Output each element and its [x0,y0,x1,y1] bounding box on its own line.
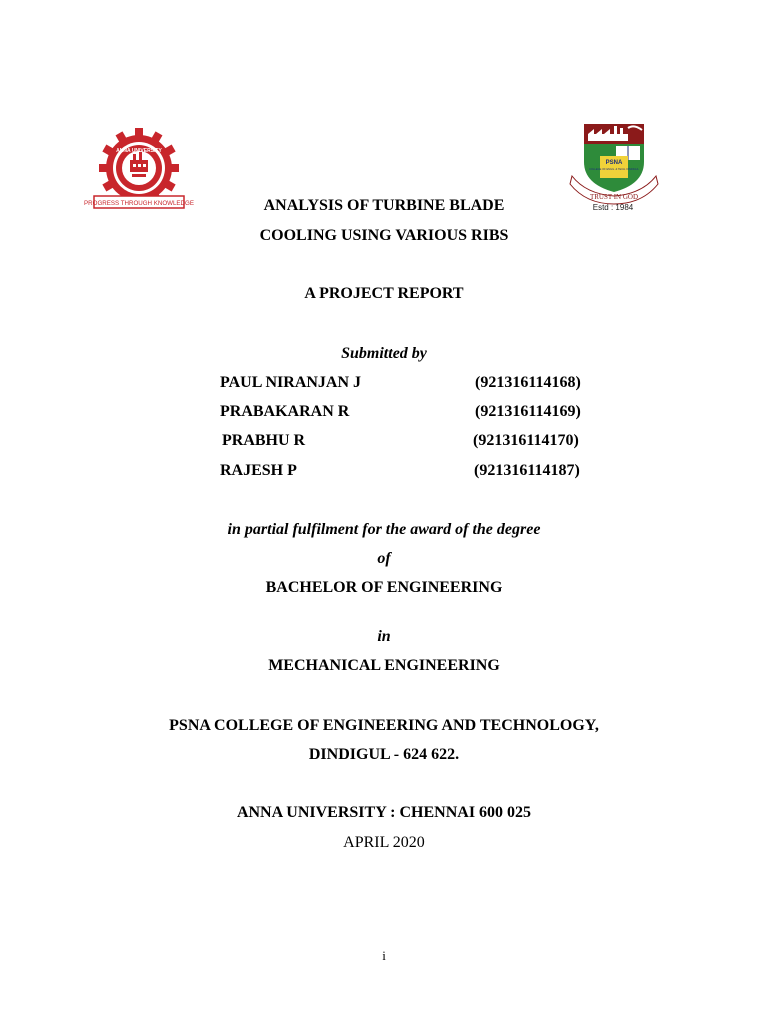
student-reg-1: (921316114168) [475,374,581,391]
college-city: DINDIGUL - 624 622. [308,746,460,763]
student-name-1: PAUL NIRANJAN J [220,374,362,391]
anna-logo-motto: PROGRESS THROUGH KNOWLEDGE [84,200,194,207]
degree-name: BACHELOR OF ENGINEERING [265,579,503,596]
degree-of: of [377,550,391,567]
degree-branch: MECHANICAL ENGINEERING [268,657,500,674]
anna-logo-text: ANNA UNIVERSITY [116,148,162,154]
page-number: i [382,948,386,963]
university-line: ANNA UNIVERSITY : CHENNAI 600 025 [236,804,532,821]
title-line-1: ANALYSIS OF TURBINE BLADE [263,197,505,214]
report-date: APRIL 2020 [343,834,425,851]
student-reg-4: (921316114187) [474,462,580,479]
student-name-2: PRABAKARAN R [220,403,350,420]
psna-logo-motto: TRUST IN GOD [589,193,639,201]
student-name-4: RAJESH P [220,462,297,479]
psna-college-logo [566,122,662,204]
degree-intro: in partial fulfilment for the award of the degree [227,521,541,538]
submitted-by-label: Submitted by [341,345,427,362]
psna-estd: Estd : 1984 [592,203,634,212]
title-line-2: COOLING USING VARIOUS RIBS [259,227,509,244]
psna-shield-text: PSNA [605,160,623,166]
report-type: A PROJECT REPORT [304,285,464,302]
student-reg-3: (921316114170) [473,432,579,449]
student-reg-2: (921316114169) [475,403,581,420]
college-name: PSNA COLLEGE OF ENGINEERING AND TECHNOLOGY, [169,717,599,734]
degree-in: in [377,628,391,645]
psna-shield-subtext: COLLEGE OF ENGG. & TECH. DINDIGUL [589,168,639,171]
student-name-3: PRABHU R [222,432,306,449]
